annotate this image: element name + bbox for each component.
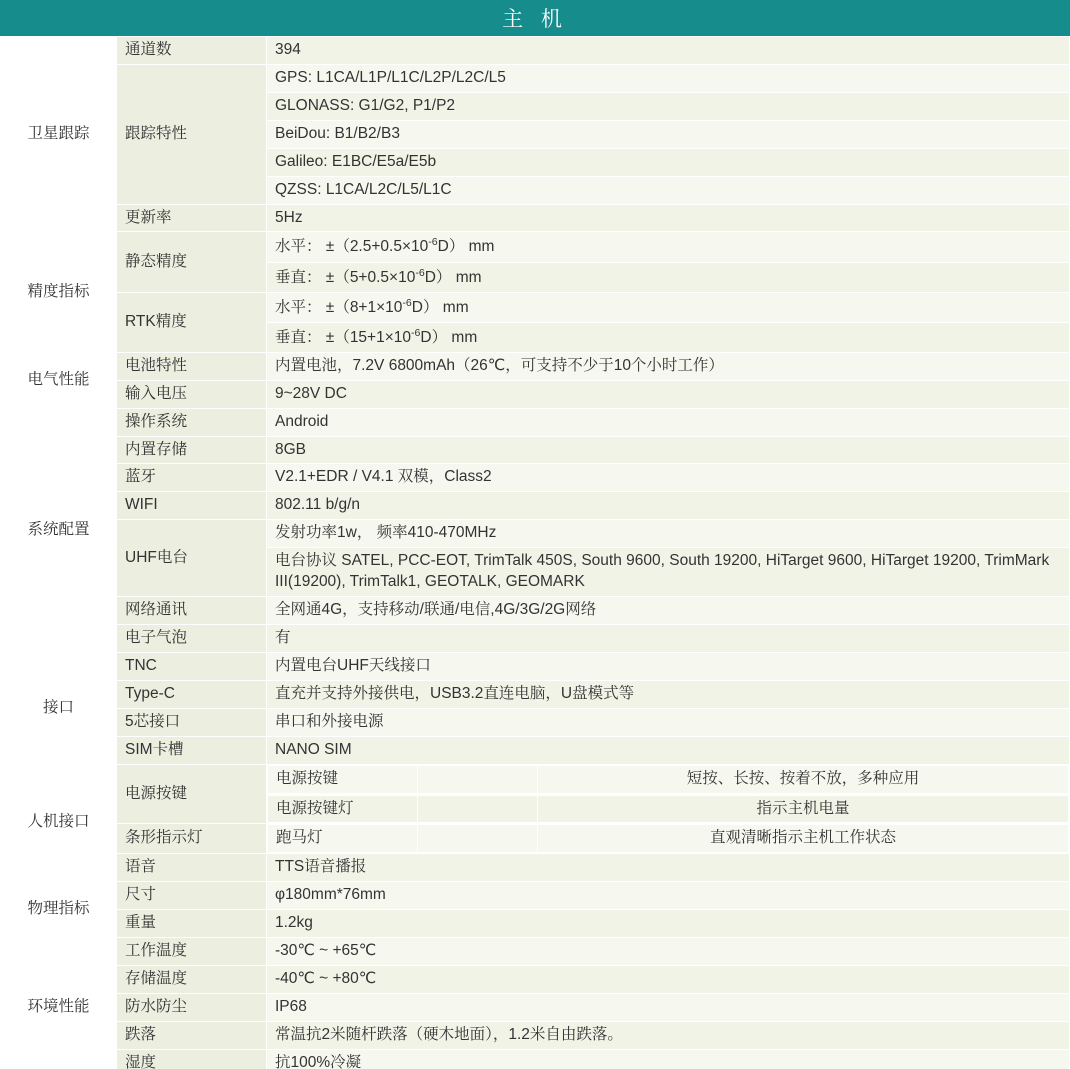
table-row (1, 37, 1070, 65)
rtk-v-suffix: D） mm (420, 328, 478, 346)
value-os: Android (267, 408, 1070, 436)
table-row (1, 1021, 1070, 1049)
value-wifi: 802.11 b/g/n (267, 492, 1070, 520)
label-battery: 电池特性 (117, 352, 267, 380)
value-tracking-gps: GPS: L1CA/L1P/L1C/L2P/L2C/L5 (267, 64, 1070, 92)
value-voice: TTS语音播报 (267, 854, 1070, 882)
label-os: 操作系统 (117, 408, 267, 436)
rtk-v-prefix: 垂直： ±（15+1×10 (275, 328, 412, 346)
table-row (1, 492, 1070, 520)
category-system: 系统配置 (1, 408, 117, 652)
static-v-exp: -6 (415, 266, 425, 279)
rtk-h-suffix: D） mm (411, 298, 469, 316)
static-h-exp: -6 (428, 236, 438, 249)
table-row (1, 764, 1070, 794)
bar-led-spacer (418, 825, 538, 853)
value-uhf-protocols: 电台协议 SATEL, PCC-EOT, TrimTalk 450S, South 9600, South 19200, HiTarget 9600, HiTarget 19200, TrimMark III(19200), TrimTalk1, GEOTALK, GEOMARK (267, 548, 1070, 597)
label-bar-led: 条形指示灯 (117, 824, 267, 854)
table-row (1, 464, 1070, 492)
value-store-temp: -40℃ ~ +80℃ (267, 966, 1070, 994)
table-row (1, 910, 1070, 938)
rtk-h-exp: -6 (402, 296, 412, 309)
label-bubble: 电子气泡 (117, 624, 267, 652)
value-channels: 394 (267, 37, 1070, 65)
value-size: φ180mm*76mm (267, 882, 1070, 910)
table-row (1, 1049, 1070, 1069)
label-update-rate: 更新率 (117, 204, 267, 232)
label-size: 尺寸 (117, 882, 267, 910)
table-row (1, 966, 1070, 994)
label-uhf-radio: UHF电台 (117, 520, 267, 597)
power-key-spacer (418, 765, 538, 793)
label-drop: 跌落 (117, 1021, 267, 1049)
value-work-temp: -30℃ ~ +65℃ (267, 938, 1070, 966)
value-uhf-power: 发射功率1w， 频率410-470MHz (267, 520, 1070, 548)
table-row (1, 292, 1070, 322)
value-waterproof: IP68 (267, 993, 1070, 1021)
table-row (1, 380, 1070, 408)
value-drop: 常温抗2米随杆跌落（硬木地面），1.2米自由跌落。 (267, 1021, 1070, 1049)
value-static-vertical (267, 262, 1070, 292)
table-row (1, 938, 1070, 966)
label-channels: 通道数 (117, 37, 267, 65)
category-physical: 物理指标 (1, 882, 117, 938)
label-store-temp: 存储温度 (117, 966, 267, 994)
table-row (1, 824, 1070, 854)
power-led-desc: 指示主机电量 (538, 795, 1069, 823)
value-tracking-beidou: BeiDou: B1/B2/B3 (267, 120, 1070, 148)
power-key-desc: 短按、长按、按着不放，多种应用 (538, 765, 1069, 793)
label-input-voltage: 输入电压 (117, 380, 267, 408)
table-row (1, 408, 1070, 436)
table-row (1, 64, 1070, 92)
power-key-name: 电源按键 (268, 765, 418, 793)
specifications-table (0, 36, 1070, 1069)
table-row (1, 436, 1070, 464)
value-5pin: 串口和外接电源 (267, 708, 1070, 736)
table-row (1, 882, 1070, 910)
value-update-rate: 5Hz (267, 204, 1070, 232)
bar-led-desc: 直观清晰指示主机工作状态 (538, 825, 1069, 853)
table-row (1, 652, 1070, 680)
value-power-led-row (267, 794, 1070, 824)
power-led-spacer (418, 795, 538, 823)
label-static-accuracy: 静态精度 (117, 232, 267, 292)
value-tnc: 内置电台UHF天线接口 (267, 652, 1070, 680)
value-power-key-row (267, 764, 1070, 794)
value-storage: 8GB (267, 436, 1070, 464)
category-interface: 接口 (1, 652, 117, 764)
table-row (1, 993, 1070, 1021)
label-power-key: 电源按键 (117, 764, 267, 824)
value-battery: 内置电池，7.2V 6800mAh（26℃，可支持不少于10个小时工作） (267, 352, 1070, 380)
value-static-horizontal (267, 232, 1070, 262)
category-satellite: 卫星跟踪 (1, 37, 117, 232)
value-weight: 1.2kg (267, 910, 1070, 938)
table-row (1, 624, 1070, 652)
static-h-suffix: D） mm (437, 238, 495, 256)
value-sim: NANO SIM (267, 736, 1070, 764)
label-tracking: 跟踪特性 (117, 64, 267, 204)
table-row (1, 680, 1070, 708)
category-environment: 环境性能 (1, 938, 117, 1069)
value-tracking-galileo: Galileo: E1BC/E5a/E5b (267, 148, 1070, 176)
label-wifi: WIFI (117, 492, 267, 520)
static-v-prefix: 垂直： ±（5+0.5×10 (275, 268, 416, 286)
label-typec: Type-C (117, 680, 267, 708)
label-humidity: 湿度 (117, 1049, 267, 1069)
table-row (1, 597, 1070, 625)
table-row (1, 232, 1070, 262)
rtk-h-prefix: 水平： ±（8+1×10 (275, 298, 403, 316)
label-bluetooth: 蓝牙 (117, 464, 267, 492)
power-led-name: 电源按键灯 (268, 795, 418, 823)
value-rtk-horizontal (267, 292, 1070, 322)
category-electrical: 电气性能 (1, 352, 117, 408)
label-storage: 内置存储 (117, 436, 267, 464)
table-row (1, 352, 1070, 380)
table-row (1, 736, 1070, 764)
label-sim: SIM卡槽 (117, 736, 267, 764)
value-bar-led-row (267, 824, 1070, 854)
table-row (1, 708, 1070, 736)
table-row (1, 854, 1070, 882)
label-work-temp: 工作温度 (117, 938, 267, 966)
label-5pin: 5芯接口 (117, 708, 267, 736)
category-accuracy: 精度指标 (1, 232, 117, 352)
label-voice: 语音 (117, 854, 267, 882)
bar-led-name: 跑马灯 (268, 825, 418, 853)
label-network: 网络通讯 (117, 597, 267, 625)
value-humidity: 抗100%冷凝 (267, 1049, 1070, 1069)
page-title: 主 机 (0, 0, 1070, 36)
value-tracking-glonass: GLONASS: G1/G2, P1/P2 (267, 92, 1070, 120)
rtk-v-exp: -6 (411, 326, 421, 339)
static-v-suffix: D） mm (424, 268, 482, 286)
value-network: 全网通4G，支持移动/联通/电信,4G/3G/2G网络 (267, 597, 1070, 625)
value-bluetooth: V2.1+EDR / V4.1 双模，Class2 (267, 464, 1070, 492)
label-waterproof: 防水防尘 (117, 993, 267, 1021)
table-row (1, 204, 1070, 232)
value-rtk-vertical (267, 322, 1070, 352)
label-weight: 重量 (117, 910, 267, 938)
value-typec: 直充并支持外接供电，USB3.2直连电脑，U盘模式等 (267, 680, 1070, 708)
table-row (1, 520, 1070, 548)
label-rtk-accuracy: RTK精度 (117, 292, 267, 352)
category-hmi: 人机接口 (1, 764, 117, 882)
static-h-prefix: 水平： ±（2.5+0.5×10 (275, 238, 429, 256)
value-bubble: 有 (267, 624, 1070, 652)
label-tnc: TNC (117, 652, 267, 680)
value-tracking-qzss: QZSS: L1CA/L2C/L5/L1C (267, 176, 1070, 204)
value-input-voltage: 9~28V DC (267, 380, 1070, 408)
